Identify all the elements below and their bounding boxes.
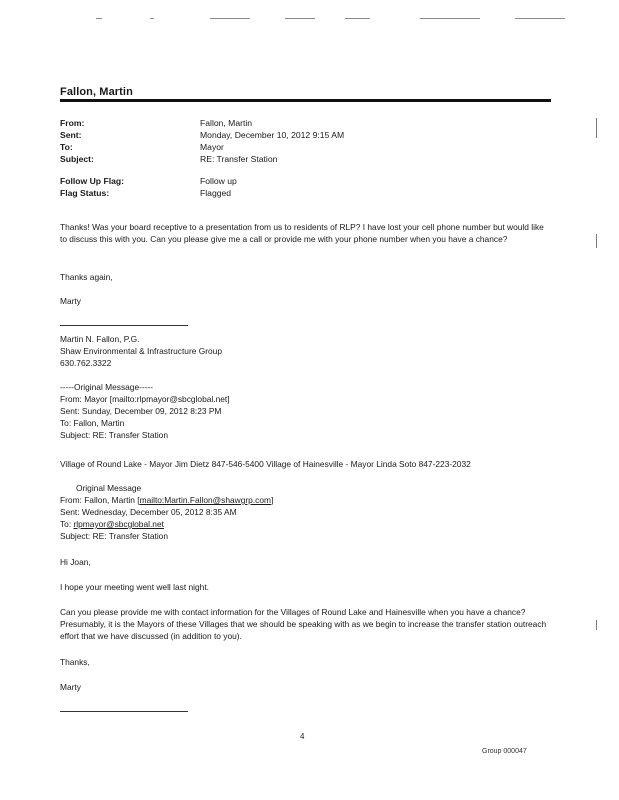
orig2-from (60, 495, 550, 507)
orig2-paragraph: Can you please provide me with contact information for the Villages of Round Lake and Hainesville when you have a chance? Presumably, it is the Mayors of these Villages that we should be speaking with as we begin to increase the transfer station outreach effort that we have discussed (in addition to you). (60, 607, 547, 641)
signature-rule (60, 325, 188, 326)
orig1-body: Village of Round Lake - Mayor Jim Dietz 847-546-5400 Village of Hainesville - Mayor Linda Soto 847-223-2032 (60, 459, 471, 469)
sent-value: Monday, December 10, 2012 9:15 AM (200, 130, 345, 140)
status-value: Flagged (200, 188, 232, 198)
orig2-greeting: Hi Joan, (60, 557, 91, 567)
orig2-thanks: Thanks, (60, 657, 90, 667)
bates-number: Group 000047 (482, 748, 527, 755)
orig2-to-prefix: To: (60, 519, 74, 529)
signature-name: Martin N. Fallon, P.G. (60, 334, 140, 344)
closing-rule (60, 711, 188, 712)
orig2-marker: Original Message (76, 483, 142, 493)
page-number: 4 (300, 732, 305, 741)
margin-mark (596, 620, 597, 630)
orig1-sent: Sent: Sunday, December 09, 2012 8:23 PM (60, 406, 222, 416)
scan-artifacts (0, 0, 619, 30)
orig2-from-link[interactable]: mailto:Martin.Fallon@shawgrp.com (139, 495, 271, 505)
orig2-name: Marty (60, 682, 81, 692)
message-paragraph: Thanks! Was your board receptive to a presentation from us to residents of RLP? I have lost your cell phone number but would like to discuss this with you. Can you please give me a call or provide me with your phone number when you have a chance? (60, 222, 544, 244)
orig1-from: From: Mayor [mailto:rlpmayor@sbcglobal.net] (60, 394, 230, 404)
orig2-line1: I hope your meeting went well last night. (60, 582, 209, 592)
to-label: To: (60, 142, 73, 152)
orig2-sent: Sent: Wednesday, December 05, 2012 8:35 AM (60, 507, 237, 517)
orig2-from-prefix: From: Fallon, Martin [ (60, 495, 140, 505)
subject-value: RE: Transfer Station (200, 154, 278, 164)
status-label: Flag Status: (60, 188, 110, 198)
signature-company: Shaw Environmental & Infrastructure Group (60, 346, 222, 356)
orig1-subject: Subject: RE: Transfer Station (60, 430, 168, 440)
title-rule (60, 99, 551, 102)
orig2-to-link[interactable]: rlpmayor@sbcglobal.net (73, 519, 164, 529)
to-value: Mayor (200, 142, 224, 152)
subject-label: Subject: (60, 154, 94, 164)
margin-mark (596, 118, 597, 138)
flag-value: Follow up (200, 176, 237, 186)
page-title: Fallon, Martin (60, 86, 133, 98)
orig2-subject: Subject: RE: Transfer Station (60, 531, 168, 541)
orig2-from-suffix: ] (270, 495, 274, 505)
signature-phone: 630.762.3322 (60, 358, 112, 368)
from-value: Fallon, Martin (200, 118, 253, 128)
message-closing: Thanks again, (60, 272, 113, 282)
orig1-marker: -----Original Message----- (60, 382, 154, 392)
from-label: From: (60, 118, 85, 128)
sent-label: Sent: (60, 130, 82, 140)
flag-label: Follow Up Flag: (60, 176, 124, 186)
message-name: Marty (60, 296, 81, 306)
margin-mark (596, 234, 597, 248)
orig1-to: To: Fallon, Martin (60, 418, 125, 428)
orig2-to (60, 519, 550, 531)
